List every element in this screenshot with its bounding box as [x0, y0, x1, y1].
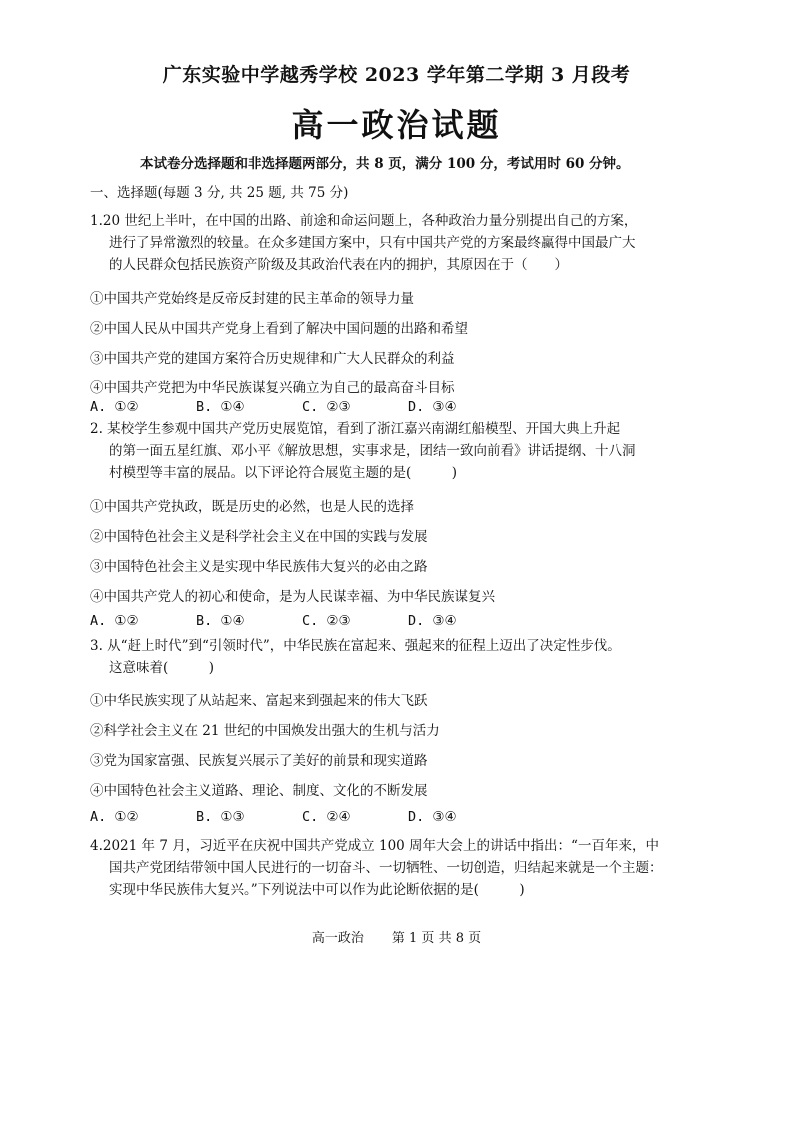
section-heading: 一、选择题(每题 3 分, 共 25 题, 共 75 分): [90, 185, 349, 201]
footer-subject: 高一政治: [311, 931, 364, 946]
question-3-statement-1: ①中华民族实现了从站起来、富起来到强起来的伟大飞跃: [90, 693, 428, 709]
question-3-statement-4: ④中国特色社会主义道路、理论、制度、文化的不断发展: [90, 783, 428, 799]
question-4-stem: [90, 835, 720, 901]
footer-page-number: 第 1 页: [391, 931, 435, 946]
stem-line: 2. 某校学生参观中国共产党历史展览馆，看到了浙江嘉兴南湖红船模型、开国大典上升起: [90, 421, 621, 437]
choice-c: C. ②③: [302, 613, 351, 629]
question-2-statement-3: ③中国特色社会主义是实现中华民族伟大复兴的必由之路: [90, 559, 428, 575]
question-3-stem: [90, 635, 720, 679]
choice-d: D. ③④: [408, 809, 457, 825]
question-3-choices: [90, 809, 514, 825]
question-1-stem: [90, 210, 720, 276]
stem-line: 的人民群众包括民族资产阶级及其政治代表在内的拥护，其原因在于（ ）: [109, 257, 568, 273]
choice-b: B. ①③: [196, 809, 245, 825]
question-3-statement-3: ③党为国家富强、民族复兴展示了美好的前景和现实道路: [90, 753, 428, 769]
question-2-choices: [90, 613, 514, 629]
footer-total-pages: 共 8 页: [438, 931, 482, 946]
question-1-statement-4: ④中国共产党把为中华民族谋复兴确立为自己的最高奋斗目标: [90, 380, 455, 396]
question-2-statement-2: ②中国特色社会主义是科学社会主义在中国的实践与发展: [90, 529, 428, 545]
choice-c: C. ②④: [302, 809, 351, 825]
stem-line: 国共产党团结带领中国人民进行的一切奋斗、一切牺牲、一切创造，归结起来就是一个主题：: [109, 860, 663, 876]
choice-a: A. ①②: [90, 809, 139, 825]
choice-c: C. ②③: [302, 399, 351, 415]
question-1-choices: [90, 399, 514, 415]
stem-line: 1.20 世纪上半叶，在中国的出路、前途和命运问题上，各种政治力量分别提出自己的方案，: [90, 213, 638, 229]
question-1-statement-1: ①中国共产党始终是反帝反封建的民主革命的领导力量: [90, 291, 414, 307]
question-1-statement-3: ③中国共产党的建国方案符合历史规律和广大人民群众的利益: [90, 351, 455, 367]
question-2-statement-1: ①中国共产党执政，既是历史的必然，也是人民的选择: [90, 499, 414, 515]
choice-d: D. ③④: [408, 613, 457, 629]
choice-a: A. ①②: [90, 399, 139, 415]
choice-b: B. ①④: [196, 613, 245, 629]
choice-a: A. ①②: [90, 613, 139, 629]
stem-line: 的第一面五星红旗、邓小平《解放思想，实事求是，团结一致向前看》讲话提纲、十八洞: [109, 443, 636, 459]
exam-instructions: 本试卷分选择题和非选择题两部分，共 8 页，满分 100 分，考试用时 60 分钟。: [140, 156, 630, 172]
page-footer: [0, 927, 793, 946]
question-1-statement-2: ②中国人民从中国共产党身上看到了解决中国问题的出路和希望: [90, 321, 468, 337]
subject-title: 高一政治试题: [291, 106, 502, 144]
choice-d: D. ③④: [408, 399, 457, 415]
school-title: 广东实验中学越秀学校 2023 学年第二学期 3 月段考: [162, 64, 631, 86]
choice-b: B. ①④: [196, 399, 245, 415]
question-2-statement-4: ④中国共产党人的初心和使命，是为人民谋幸福、为中华民族谋复兴: [90, 589, 495, 605]
stem-line: 进行了异常激烈的较量。在众多建国方案中，只有中国共产党的方案最终赢得中国最广大: [109, 235, 636, 251]
stem-line: 实现中华民族伟大复兴。”下列说法中可以作为此论断依据的是( ): [109, 882, 525, 898]
stem-line: 4.2021 年 7 月，习近平在庆祝中国共产党成立 100 周年大会上的讲话中指出：“一百年来，中: [90, 838, 659, 854]
question-2-stem: [90, 418, 720, 484]
stem-line: 3. 从“赶上时代”到“引领时代”，中华民族在富起来、强起来的征程上迈出了决定性步伐。: [90, 638, 621, 654]
question-3-statement-2: ②科学社会主义在 21 世纪的中国焕发出强大的生机与活力: [90, 723, 440, 739]
stem-line: 这意味着( ): [109, 660, 215, 676]
stem-line: 村模型等丰富的展品。以下评论符合展览主题的是( ): [109, 465, 458, 481]
